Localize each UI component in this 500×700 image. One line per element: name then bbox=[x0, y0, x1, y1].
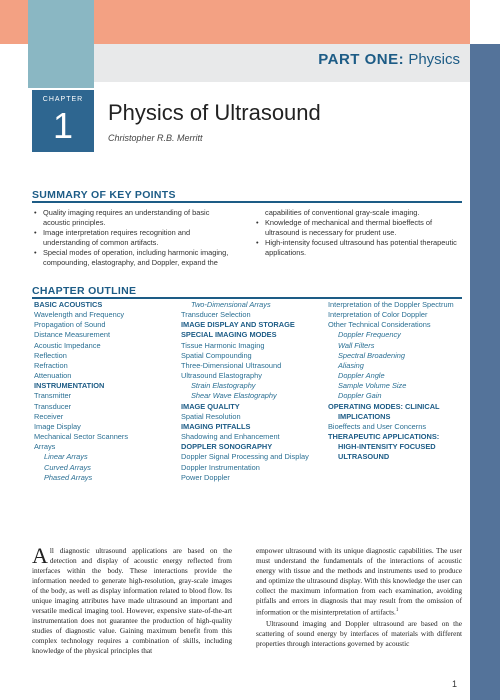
outline-entry: Spatial Resolution bbox=[181, 411, 241, 421]
body-paragraph: empower ultrasound with its unique diagnostic capabilities. The user must understand the fundamentals of the interactions of acoustic energy with tissue and the methods and instruments used to produce and optimize the ultrasound display. With this knowledge the user can collect the maximum information from each examination, avoiding pitfalls and errors in diagnosis that may result from the omission of information or the misinterpretation of artifacts. bbox=[256, 546, 462, 617]
outline-entry: Shear Wave Elastography bbox=[191, 391, 277, 401]
list-item-continued: capabilities of conventional gray-scale imaging. bbox=[265, 208, 420, 217]
chapter-tab-decoration bbox=[28, 0, 94, 88]
chapter-badge bbox=[32, 90, 94, 152]
outline-column-2 bbox=[181, 300, 309, 483]
outline-entry: Doppler Frequency bbox=[338, 330, 401, 340]
outline-entry: Receiver bbox=[34, 411, 64, 421]
outline-entry: Aliasing bbox=[338, 360, 364, 370]
summary-rule bbox=[32, 201, 462, 203]
outline-entry: BASIC ACOUSTICS bbox=[34, 300, 103, 309]
body-paragraph: Ultrasound imaging and Doppler ultrasound are based on the scattering of sound energy by interfaces of materials with different properties through interactions governed by acoustic bbox=[256, 619, 462, 649]
summary-heading: SUMMARY OF KEY POINTS bbox=[32, 189, 176, 201]
outline-entry: OPERATING MODES: CLINICAL bbox=[328, 401, 440, 411]
outline-entry: Attenuation bbox=[34, 371, 72, 381]
citation: 1 bbox=[395, 608, 399, 613]
chapter-author: Christopher R.B. Merritt bbox=[108, 133, 203, 143]
outline-entry: Three-Dimensional Ultrasound bbox=[181, 360, 282, 370]
outline-entry: IMAGE DISPLAY AND STORAGE bbox=[181, 320, 295, 330]
chapter-word: CHAPTER bbox=[42, 96, 84, 103]
outline-entry: Doppler Signal Processing and Display bbox=[181, 452, 309, 462]
body-column-left bbox=[32, 543, 232, 656]
outline-entry: Doppler Angle bbox=[338, 371, 385, 381]
outline-entry: Sample Volume Size bbox=[338, 381, 407, 391]
part-title bbox=[318, 51, 460, 68]
outline-column-1 bbox=[34, 300, 128, 483]
list-item: • Image interpretation requires recognition and understanding of common artifacts. bbox=[34, 228, 191, 247]
outline-entry: Strain Elastography bbox=[191, 381, 256, 391]
part-name: Physics bbox=[408, 51, 460, 68]
outline-entry: Arrays bbox=[34, 442, 56, 452]
outline-rule bbox=[32, 297, 462, 299]
list-item: • Knowledge of mechanical and thermal bioeffects of ultrasound is necessary for prudent use. bbox=[256, 218, 433, 237]
outline-entry: Acoustic Impedance bbox=[34, 340, 101, 350]
outline-entry: IMAGE QUALITY bbox=[181, 401, 240, 411]
outline-entry: Linear Arrays bbox=[44, 452, 88, 462]
outline-entry: Refraction bbox=[34, 360, 68, 370]
part-label: PART ONE: bbox=[318, 51, 405, 68]
outline-entry: Other Technical Considerations bbox=[328, 320, 431, 330]
outline-entry: Interpretation of Color Doppler bbox=[328, 310, 428, 320]
summary-right-list bbox=[256, 208, 462, 258]
chapter-title: Physics of Ultrasound bbox=[108, 100, 321, 125]
summary-left-list bbox=[34, 208, 234, 268]
outline-entry: Propagation of Sound bbox=[34, 320, 106, 330]
outline-entry: DOPPLER SONOGRAPHY bbox=[181, 442, 273, 452]
outline-entry: Tissue Harmonic Imaging bbox=[181, 340, 265, 350]
outline-entry: Power Doppler bbox=[181, 472, 230, 482]
outline-entry: Wavelength and Frequency bbox=[34, 310, 125, 320]
page-number: 1 bbox=[452, 679, 458, 689]
outline-entry: Phased Arrays bbox=[44, 472, 93, 482]
list-item: • High-intensity focused ultrasound has potential therapeutic applications. bbox=[256, 238, 457, 257]
body-paragraph: ll diagnostic ultrasound applications are based on the detection and display of acoustic energy reflected from interfaces within the body. These interactions provide the information needed to generate high-resolution, gray-scale images of the body, as well as display information related to blood flow. Its unique imaging attributes have made ultrasound an important and versatile medical imaging tool. However, expensive state-of-the-art instrumentation does not guarantee the production of high-quality studies of diagnostic value. Gaining maximum benefit from this complex technology requires a combination of skills, including knowledge of the physical principles that bbox=[32, 546, 232, 655]
outline-entry: Transmitter bbox=[34, 391, 72, 401]
outline-entry: Two-Dimensional Arrays bbox=[191, 300, 271, 309]
right-edge-stripe bbox=[470, 44, 500, 700]
outline-entry: Spectral Broadening bbox=[338, 350, 405, 360]
drop-cap: A bbox=[32, 543, 48, 568]
outline-entry: Doppler Gain bbox=[338, 391, 382, 401]
outline-entry: Ultrasound Elastography bbox=[181, 371, 262, 381]
outline-entry: Curved Arrays bbox=[44, 462, 91, 472]
outline-entry: Mechanical Sector Scanners bbox=[34, 432, 129, 442]
chapter-number: 1 bbox=[52, 105, 74, 146]
list-item: • Quality imaging requires an understanding of basic acoustic principles. bbox=[34, 208, 210, 227]
outline-entry: Image Display bbox=[34, 421, 81, 431]
outline-entry: Distance Measurement bbox=[34, 330, 110, 340]
outline-entry: SPECIAL IMAGING MODES bbox=[181, 330, 277, 340]
body-column-right bbox=[256, 546, 462, 649]
outline-entry: Bioeffects and User Concerns bbox=[328, 421, 427, 431]
outline-entry: Doppler Instrumentation bbox=[181, 462, 260, 472]
outline-entry: Transducer Selection bbox=[181, 310, 251, 320]
outline-heading: CHAPTER OUTLINE bbox=[32, 285, 137, 297]
list-item: • Special modes of operation, including harmonic imaging, compounding, elastography, and Doppler, expand the bbox=[34, 248, 229, 267]
outline-column-3 bbox=[328, 300, 454, 463]
outline-entry: Shadowing and Enhancement bbox=[181, 432, 280, 442]
outline-entry: Interpretation of the Doppler Spectrum bbox=[328, 300, 454, 309]
top-corner bbox=[470, 0, 500, 44]
outline-entry: Wall Filters bbox=[338, 340, 375, 350]
part-header-bar bbox=[94, 44, 470, 82]
outline-entry: IMAGING PITFALLS bbox=[181, 421, 251, 431]
outline-entry: HIGH-INTENSITY FOCUSED bbox=[338, 442, 436, 452]
outline-entry: ULTRASOUND bbox=[338, 452, 390, 462]
outline-entry: THERAPEUTIC APPLICATIONS: bbox=[328, 432, 440, 442]
outline-entry: INSTRUMENTATION bbox=[34, 381, 105, 391]
outline-entry: Transducer bbox=[34, 401, 72, 411]
outline-entry: Reflection bbox=[34, 350, 67, 360]
outline-entry: IMPLICATIONS bbox=[338, 411, 391, 421]
outline-entry: Spatial Compounding bbox=[181, 350, 252, 360]
